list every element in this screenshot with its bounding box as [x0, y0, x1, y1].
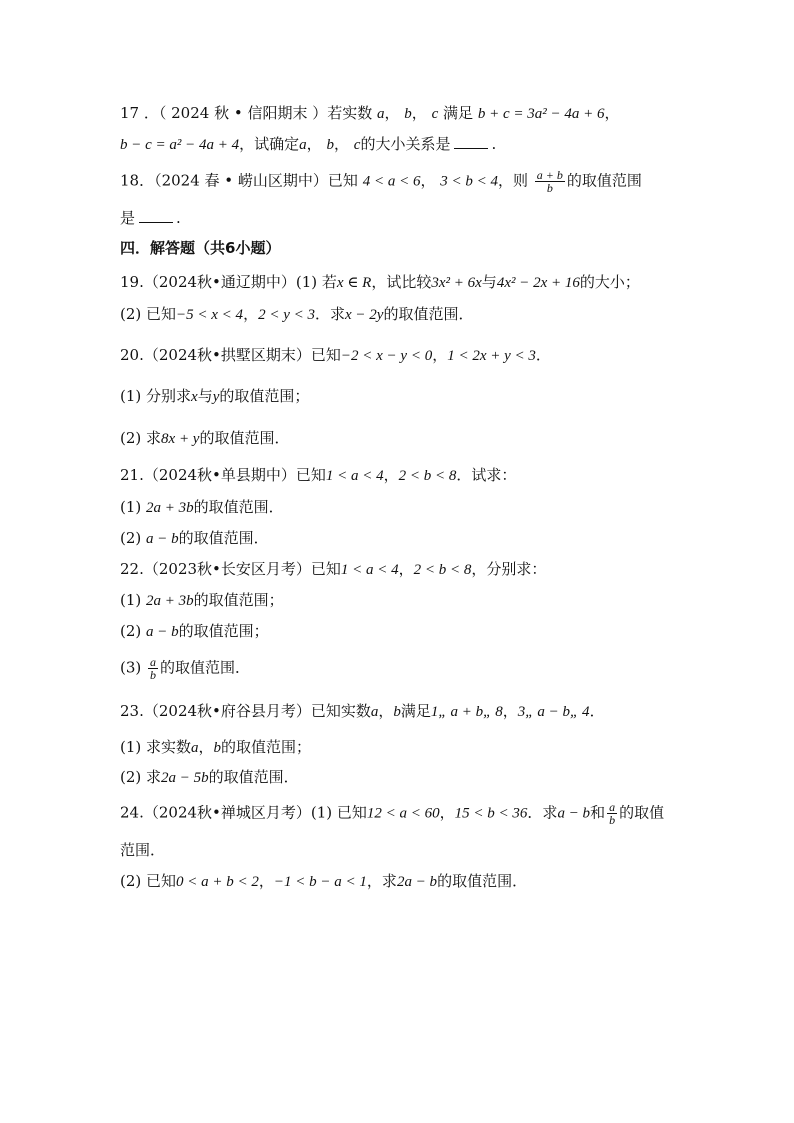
q20-line1	[120, 345, 551, 366]
q19-cond: x ∈ R	[336, 275, 372, 291]
q19-expr1: 3x² + 6x	[431, 275, 482, 291]
q23-c2: 3„ a − b„ 4	[517, 704, 590, 720]
q21-p1-label: (1)	[120, 498, 142, 516]
q22-p3-suffix: 的取值范围．	[160, 658, 251, 677]
comma: ，	[306, 135, 322, 153]
q19-p2-prefix: (2) 已知	[120, 305, 177, 323]
q24-p2-suffix: 的取值范围．	[437, 872, 528, 890]
q19-expr2: 4x² − 2x + 16	[496, 275, 580, 291]
q17-line1	[120, 103, 620, 124]
q19-line2	[120, 304, 473, 325]
q24-line3	[120, 871, 527, 892]
q20-c1: −2 < x − y < 0	[340, 348, 433, 364]
comma: ，	[243, 305, 259, 323]
q17-text1: ，试确定	[239, 135, 300, 153]
q21-line1	[120, 465, 516, 486]
q22-ask: ，分别求：	[471, 560, 547, 578]
q22-line4	[120, 656, 250, 681]
q19-p2-c1: −5 < x < 4	[176, 307, 244, 323]
q21-c2: 2 < b < 8	[398, 468, 457, 484]
fraction-denominator: b	[150, 668, 157, 682]
period: .	[176, 209, 181, 227]
q24-p2-expr: 2a − b	[396, 874, 438, 890]
comma: ，	[439, 803, 455, 822]
q18-line2	[120, 208, 181, 228]
q24-p2-prefix: (2) 已知	[120, 872, 177, 890]
fraction-numerator: a	[609, 800, 616, 814]
q21-p1-suffix: 的取值范围．	[193, 498, 284, 516]
q22-prefix: 22.（2023秋•长安区月考）已知	[120, 560, 341, 578]
q23-c1: 1„ a + b„ 8	[430, 704, 503, 720]
q19-mid: ，试比较	[371, 273, 432, 291]
period: ．	[589, 702, 605, 720]
var-b: b	[404, 106, 412, 122]
q19-and: 与	[481, 273, 497, 291]
var-b: b	[393, 704, 401, 720]
comma: ，	[333, 135, 349, 153]
q22-p2-label: (2)	[120, 622, 142, 640]
q20-line3	[120, 428, 289, 449]
q24-p2-c2: −1 < b − a < 1	[273, 874, 367, 890]
var-a: a	[370, 704, 379, 720]
q19-line1	[120, 272, 640, 293]
var-y: y	[212, 389, 220, 405]
q24-line2-text: 范围．	[120, 841, 166, 859]
q18-then: ，则	[498, 171, 529, 190]
fraction-numerator: a	[150, 655, 157, 669]
q18-suffix: 的取值范围	[566, 171, 642, 190]
q24-line1	[120, 801, 664, 826]
q19-p2-ask: ．求	[314, 305, 345, 323]
q21-p2-label: (2)	[120, 529, 142, 547]
comma: ，	[383, 466, 399, 484]
comma: ，	[411, 104, 427, 122]
q23-prefix: 23.（2024秋•府谷县月考）已知实数	[120, 702, 371, 720]
q24-prefix: 24.（2024秋•禅城区月考）(1) 已知	[120, 803, 367, 822]
var-c: c	[431, 106, 439, 122]
q23-mid: 满足	[400, 702, 431, 720]
q18-prefix: 18．（2024 春 • 崂山区期中）已知	[120, 171, 358, 190]
comma: ，	[502, 702, 518, 720]
var-x: x	[191, 389, 198, 405]
q17-prefix: 17 ．（ 2024 秋 • 信阳期末 ）若实数	[120, 104, 373, 122]
section-title: 四．解答题（共6小题）	[120, 239, 281, 257]
q20-and: 与	[197, 387, 213, 405]
q19-suffix: 的大小；	[579, 273, 640, 291]
period: ．	[535, 346, 551, 364]
q21-prefix: 21.（2024秋•单县期中）已知	[120, 466, 326, 484]
q21-line3	[120, 528, 269, 549]
q18-cond2: 3 < b < 4	[440, 173, 498, 190]
q21-p2-suffix: 的取值范围．	[178, 529, 269, 547]
q21-p2-expr: a − b	[146, 531, 179, 547]
q22-c1: 1 < a < 4	[340, 562, 399, 578]
q24-line2	[120, 840, 165, 860]
comma: ，	[378, 702, 394, 720]
fraction-numerator: a + b	[536, 168, 563, 182]
q24-expr1: a − b	[557, 805, 591, 822]
q24-c1: 12 < a < 60	[366, 805, 440, 822]
q24-c2: 15 < b < 36	[454, 805, 528, 822]
comma: ，	[198, 738, 214, 756]
q24-p2-c1: 0 < a + b < 2	[176, 874, 259, 890]
q23-p2-suffix: 的取值范围．	[208, 768, 299, 786]
q22-p1-label: (1)	[120, 591, 142, 609]
q18-fraction	[535, 169, 565, 194]
comma: ，	[420, 171, 436, 190]
q17-text2: 的大小关系是	[360, 135, 451, 153]
q20-prefix: 20.（2024秋•拱墅区期末）已知	[120, 346, 341, 364]
q23-p2-expr: 2a − 5b	[161, 770, 209, 786]
q23-line3	[120, 767, 299, 788]
q20-p2-suffix: 的取值范围．	[199, 429, 290, 447]
q20-c2: 1 < 2x + y < 3	[447, 348, 536, 364]
q18-line1	[120, 169, 642, 194]
q21-p1-expr: 2a + 3b	[146, 500, 194, 516]
q24-p2-ask: ，求	[366, 872, 397, 890]
comma: ，	[258, 872, 274, 890]
q21-line2	[120, 497, 284, 518]
q19-p2-expr: x − 2y	[345, 307, 384, 323]
q22-p1-suffix: 的取值范围；	[193, 591, 284, 609]
q19-p2-suffix: 的取值范围．	[383, 305, 474, 323]
q22-line2	[120, 590, 284, 611]
q20-p2-prefix: (2) 求	[120, 429, 162, 447]
q22-p3-label: (3)	[120, 658, 142, 677]
var-c: c	[353, 137, 361, 153]
var-b: b	[326, 137, 334, 153]
q17-mid: 满足	[443, 104, 474, 122]
q23-line1	[120, 701, 605, 722]
comma: ，	[432, 346, 448, 364]
fraction-denominator: b	[546, 181, 553, 195]
q23-p1-prefix: (1) 求实数	[120, 738, 192, 756]
q20-p1-prefix: (1) 分别求	[120, 387, 192, 405]
q24-fraction	[607, 801, 617, 826]
q23-p1-suffix: 的取值范围；	[221, 738, 312, 756]
var-a: a	[299, 137, 307, 153]
q20-p2-expr: 8x + y	[161, 431, 200, 447]
comma: ，	[398, 560, 414, 578]
q20-p1-suffix: 的取值范围；	[219, 387, 310, 405]
q17-line2	[120, 134, 496, 155]
answer-blank	[454, 135, 488, 149]
q21-ask: ．试求：	[456, 466, 517, 484]
q18-line2-text: 是	[120, 209, 136, 227]
q22-fraction	[148, 656, 158, 681]
q19-prefix: 19.（2024秋•通辽期中）(1) 若	[120, 273, 337, 291]
comma: ，	[604, 104, 620, 122]
period: .	[491, 135, 497, 153]
q17-eq2: b − c = a² − 4a + 4	[120, 137, 240, 153]
q23-line2	[120, 737, 311, 758]
q22-line3	[120, 621, 269, 642]
q22-c2: 2 < b < 8	[413, 562, 472, 578]
q22-p1-expr: 2a + 3b	[146, 593, 194, 609]
q22-p2-expr: a − b	[146, 624, 179, 640]
q24-and: 和	[590, 803, 606, 822]
q21-c1: 1 < a < 4	[325, 468, 384, 484]
q22-line1	[120, 559, 546, 580]
q19-p2-c2: 2 < y < 3	[258, 307, 315, 323]
comma: ，	[384, 104, 400, 122]
q24-ask: ．求	[527, 803, 558, 822]
q24-suffix: 的取值	[619, 803, 665, 822]
q17-eq1: b + c = 3a² − 4a + 6	[477, 106, 605, 122]
var-b: b	[213, 740, 222, 756]
var-a: a	[191, 740, 199, 756]
q18-cond1: 4 < a < 6	[362, 173, 421, 190]
answer-blank	[139, 209, 173, 223]
var-a: a	[377, 106, 385, 122]
q23-p2-prefix: (2) 求	[120, 768, 162, 786]
q20-line2	[120, 386, 309, 407]
q22-p2-suffix: 的取值范围；	[178, 622, 269, 640]
fraction-denominator: b	[609, 813, 616, 827]
